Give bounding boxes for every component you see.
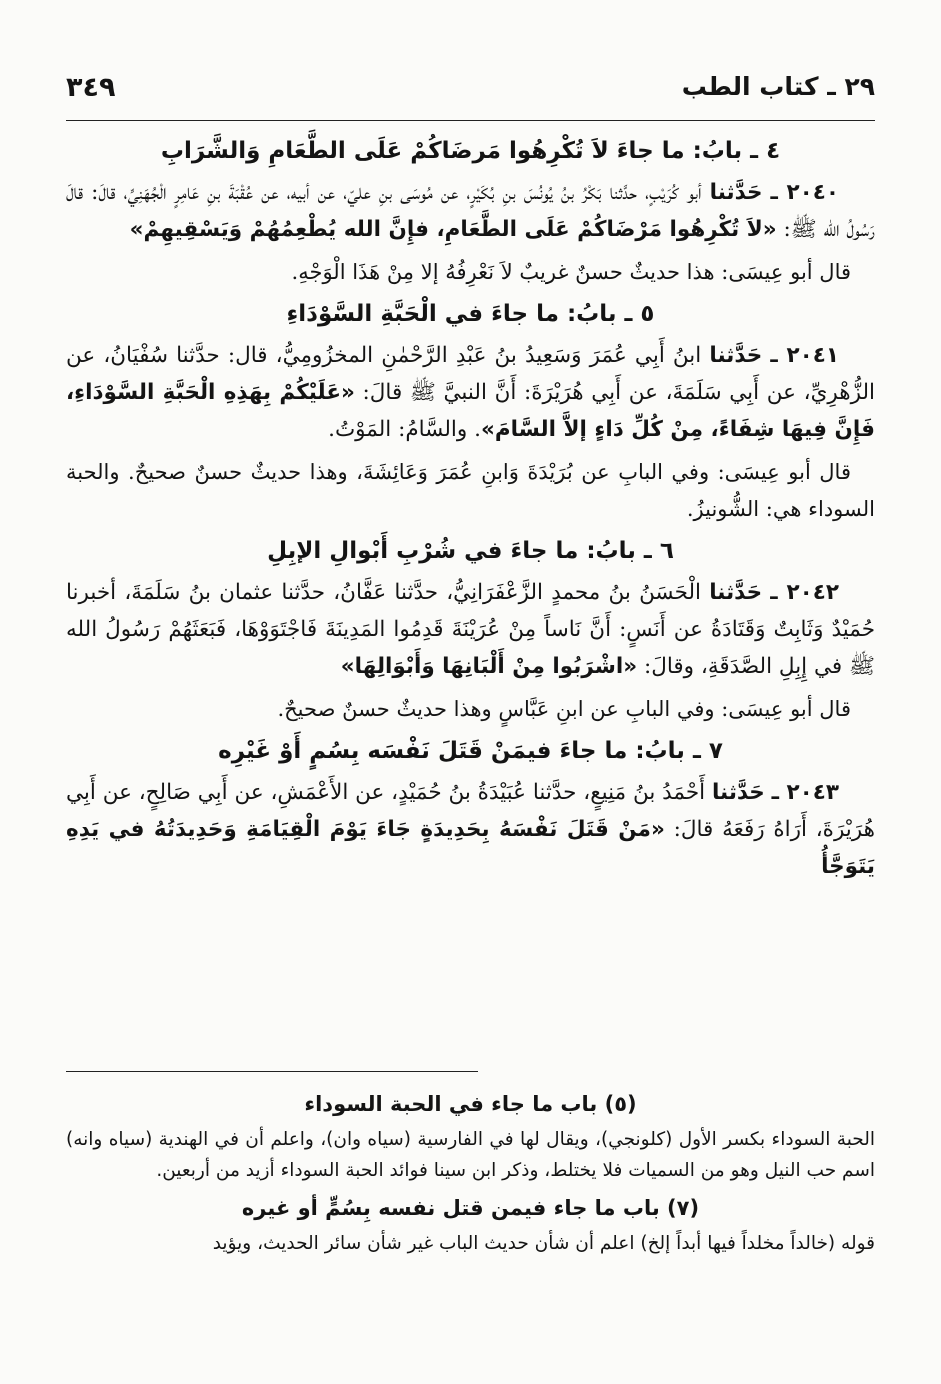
hadith-text: أَحْمَدُ بنُ مَنِيعٍ، حدَّثنا عُبَيْدَةُ بنُ حُمَيْدٍ، عن الأَعْمَشِ، عن أَبِي صَالِحٍ، عن أَبِي هُرَيْرَةَ، أَرَاهُ رَفَعَهُ قالَ: (65, 780, 875, 842)
hadith-text: ابنُ أَبِي عُمَرَ وَسَعِيدُ بنُ عَبْدِ الرَّحْمٰنِ المخزُومِيُّ، قال: حدَّثنا سُفْيَانُ، عن الزُّهْرِيِّ، عن أَبِي سَلَمَةَ، عن أَبِي هُرَيْرَةَ: أَنَّ النبيَّ ﷺ قالَ: (66, 343, 875, 405)
hadith-quote: «مَنْ قَتَلَ نَفْسَهُ بِحَدِيدَةٍ جَاءَ يَوْمَ الْقِيَامَةِ وَحَدِيدَتُهُ في يَدِهِ يَتَوَجَّأُ (66, 817, 875, 879)
hadith-paragraph (66, 574, 875, 685)
hadith-paragraph (66, 774, 875, 885)
commentary: قال أبو عِيسَى: وفي البابِ عن ابنِ عَبَّاسٍ وهذا حديثٌ حسنٌ صحيحٌ. (277, 697, 851, 721)
hadith-lead: حَدَّثنا (709, 180, 763, 205)
hadith-quote: «اشْرَبُوا مِنْ أَلْبَانِهَا وَأَبْوَالِهَا» (340, 654, 638, 679)
section-heading: ٤ ـ بابُ: ما جاءَ لاَ تُكْرِهُوا مَرضَاكُمْ عَلَى الطَّعَامِ وَالشَّرَابِ (160, 138, 781, 164)
note-heading: (٧) باب ما جاء فيمن قتل نفسه بِسُمٍّ أو غيره (241, 1196, 700, 1220)
page-number: ٣٤٩ (66, 72, 116, 103)
hadith-text: الْحَسَنُ بنُ محمدٍ الزَّعْفَرَانِيُّ، حدَّثنا عَفَّانُ، حدَّثنا عثمان بنُ سَلَمَةَ، أخبرنا حُمَيْدٌ وَثَابِتٌ وَقَتَادَةُ عن أَنَسٍ: أَنَّ نَاساً مِنْ عُرَيْنَةَ قَدِمُوا المَدِينَةَ فَاجْتَوَوْهَا، فَبَعَثَهُمْ رَسُولُ الله ﷺ في إِبِلِ الصَّدَقَةِ، وقالَ: (66, 580, 875, 679)
hadith-quote: «لاَ تُكْرِهُوا مَرْضَاكُمْ عَلَى الطَّعَامِ، فإِنَّ الله يُطْعِمُهُمْ وَيَسْقِيهِمْ» (129, 217, 777, 242)
note-text: الحبة السوداء بكسر الأول (كلونجي)، ويقال لها في الفارسية (سياه وان)، واعلم أن في الهندية (سياه وانه) اسم حب النيل وهو من السميات فلا يختلط، وذكر ابن سينا فوائد الحبة السوداء أزيد من أربعين. (66, 1129, 875, 1181)
hadith-paragraph (66, 174, 875, 248)
footnotes (66, 1084, 875, 1265)
main-text (66, 130, 875, 885)
commentary: قال أبو عِيسَى: وفي البابِ عن بُرَيْدَةَ وَابنِ عُمَرَ وَعَائِشَةَ، وهذا حديثٌ حسنٌ صحيحٌ. والحبة السوداء هي: الشُّونيزُ. (66, 460, 875, 521)
running-header (66, 64, 875, 121)
hadith-number: ٢٠٤١ ـ (770, 343, 839, 368)
hadith-lead: حَدَّثنا (709, 580, 763, 605)
note-text: قوله (خالداً مخلداً فيها أبداً إلخ) اعلم أن شأن حديث الباب غير شأن سائر الحديث، ويؤيد (212, 1233, 875, 1254)
commentary: قال أبو عِيسَى: هذا حديثٌ حسنٌ غريبٌ لاَ نَعْرِفُهُ إلا مِنْ هَذَا الْوَجْهِ. (291, 260, 851, 284)
hadith-tail: . والسَّامُ: المَوْتُ. (328, 417, 481, 442)
hadith-lead: حَدَّثنا (709, 343, 763, 368)
hadith-text: أبو كُرَيْبٍ، حدَّثنا بَكْرُ بنُ يُونُسَ بنِ بُكَيْرٍ، عن مُوسَى بنِ عليّ، عن أبيه، عن عُقْبَةَ بنِ عَامِرٍ الْجُهَنِيِّ، قالَ: قالَ رَسُولُ الله ﷺ: (66, 180, 875, 242)
section-heading: ٥ ـ بابُ: ما جاءَ في الْحَبَّةِ السَّوْدَاءِ (286, 301, 655, 327)
footnote-divider (66, 1071, 478, 1072)
hadith-quote: «عَلَيْكُمْ بِهَذِهِ الْحَبَّةِ السَّوْدَاءِ، فَإِنَّ فِيهَا شِفَاءً، مِنْ كُلِّ دَاءٍ إلاَّ السَّامَ» (66, 380, 875, 442)
hadith-paragraph (66, 337, 875, 448)
hadith-number: ٢٠٤٠ ـ (770, 180, 839, 205)
hadith-number: ٢٠٤٢ ـ (770, 580, 840, 605)
section-heading: ٦ ـ بابُ: ما جاءَ في شُرْبِ أَبْوالِ الإبِلِ (267, 538, 674, 564)
chapter-title: ٢٩ ـ كتاب الطب (681, 72, 875, 101)
section-heading: ٧ ـ بابُ: ما جاءَ فيمَنْ قَتَلَ نَفْسَه بِسُمٍ أَوْ غَيْرِه (218, 738, 723, 764)
hadith-lead: حَدَّثنا (711, 780, 765, 805)
note-heading: (٥) باب ما جاء في الحبة السوداء (304, 1092, 637, 1116)
hadith-number: ٢٠٤٣ ـ (771, 780, 839, 805)
